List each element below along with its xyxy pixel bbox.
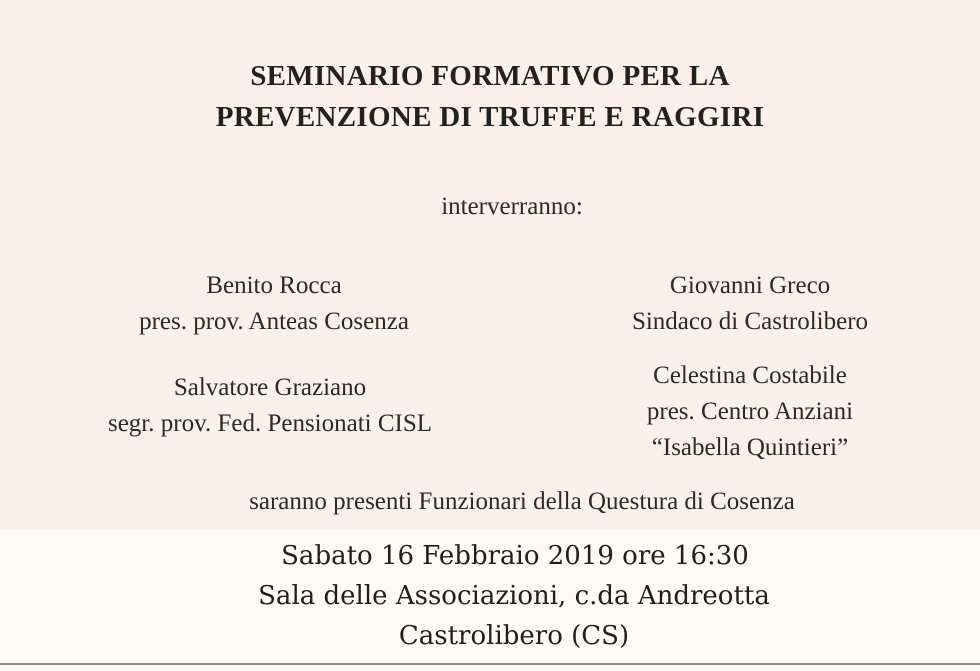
bottom-divider	[0, 663, 980, 665]
speaker-name: Salvatore Graziano	[173, 374, 367, 401]
speaker-benito-rocca	[20, 268, 528, 340]
event-town: Castrolibero (CS)	[398, 621, 630, 651]
police-presence-note: saranno presenti Funzionari della Questura di Cosenza	[249, 488, 795, 515]
speaker-role-detail: “Isabella Quintieri”	[651, 434, 849, 461]
speaker-name: Celestina Costabile	[653, 362, 847, 389]
event-details	[0, 536, 980, 656]
speaker-role: segr. prov. Fed. Pensionati CISL	[107, 410, 433, 437]
speaker-name: Benito Rocca	[206, 272, 342, 299]
speaker-role: pres. prov. Anteas Cosenza	[139, 308, 409, 335]
title-line-2: PREVENZIONE DI TRUFFE E RAGGIRI	[215, 101, 765, 133]
speaker-role: Sindaco di Castrolibero	[631, 308, 869, 335]
title-line-1: SEMINARIO FORMATIVO PER LA	[250, 60, 730, 92]
speaker-role: pres. Centro Anziani	[646, 398, 854, 425]
speaker-celestina-costabile	[540, 358, 960, 466]
speaker-name: Giovanni Greco	[669, 272, 831, 299]
event-datetime: Sabato 16 Febbraio 2019 ore 16:30	[281, 541, 749, 571]
event-venue: Sala delle Associazioni, c.da Andreotta	[258, 581, 770, 611]
speaker-salvatore-graziano	[16, 370, 524, 442]
speakers-intro: interverranno:	[441, 193, 583, 220]
speaker-giovanni-greco	[540, 268, 960, 340]
